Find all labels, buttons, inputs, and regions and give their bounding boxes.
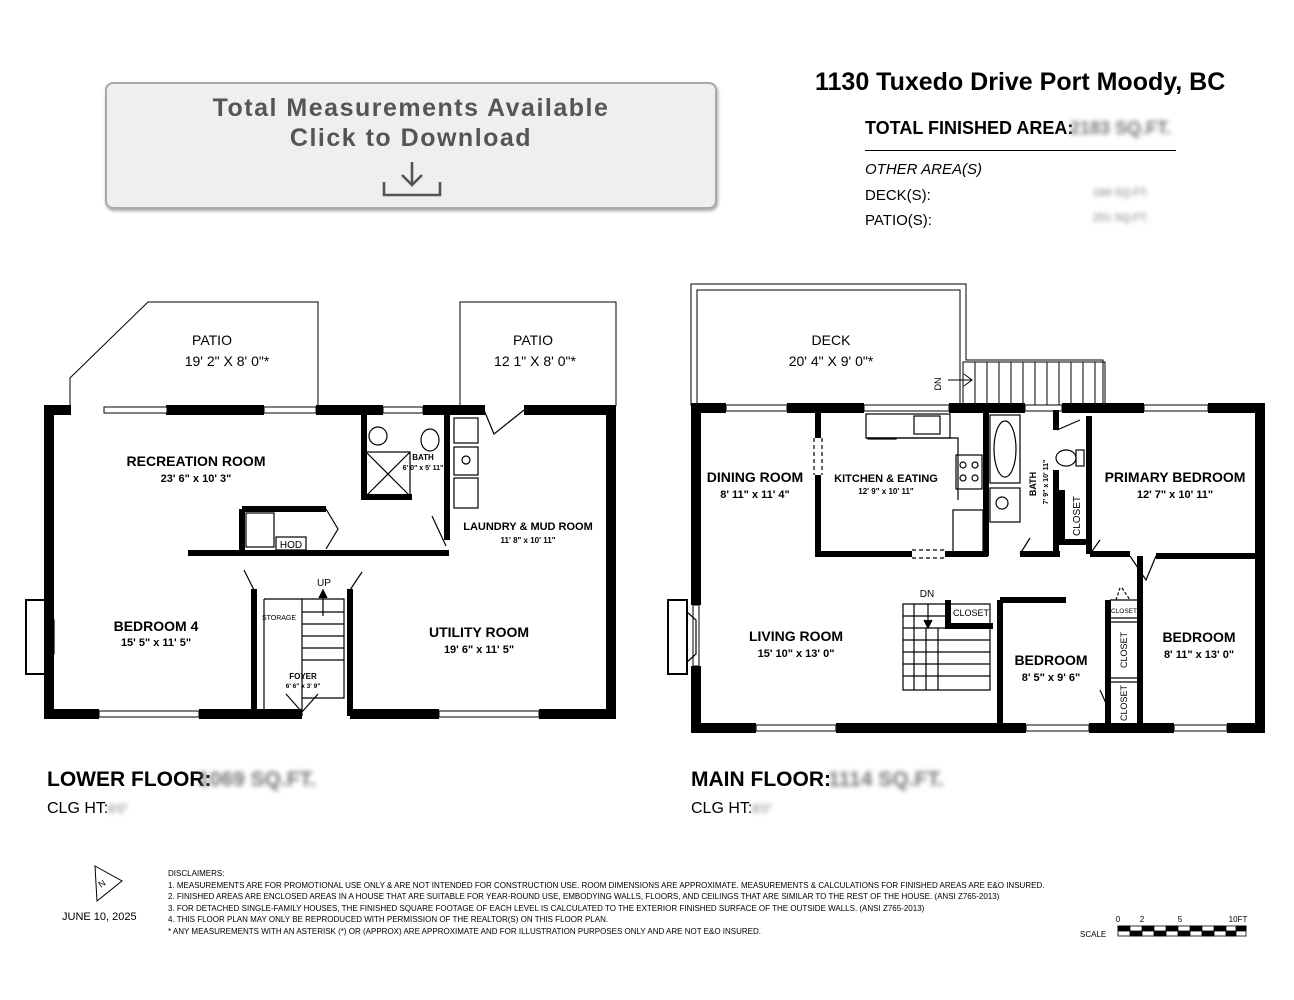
- property-address: 1130 Tuxedo Drive Port Moody, BC: [815, 68, 1226, 96]
- hall-closet-label: CLOSET: [952, 608, 990, 618]
- deck-area-label: DECK(S):: [865, 187, 931, 204]
- primary-bedroom-name: PRIMARY BEDROOM: [1104, 469, 1246, 485]
- lower-floor-title: LOWER FLOOR:: [47, 768, 212, 791]
- north-label: N: [96, 877, 108, 890]
- utility-room-dimensions: 19' 6" x 11' 5": [443, 644, 515, 656]
- deck-dimensions: 20' 4" X 9' 0"*: [788, 353, 874, 369]
- recreation-room-dimensions: 23' 6" x 10' 3": [160, 473, 232, 485]
- hod-label: HOD: [279, 540, 303, 551]
- scale-bar: [1078, 910, 1258, 944]
- total-finished-area-value: 2183 SQ.FT.: [1070, 118, 1172, 138]
- scale-tick-10: 10FT: [1228, 915, 1248, 924]
- recreation-room-name: RECREATION ROOM: [126, 453, 266, 469]
- scale-tick-0: 0: [1115, 915, 1121, 924]
- patio-area-label: PATIO(S):: [865, 212, 932, 229]
- bedroom-a-name: BEDROOM: [1014, 652, 1088, 668]
- storage-label: STORAGE: [261, 615, 297, 622]
- dining-room-dimensions: 8' 11" x 11' 4": [720, 489, 790, 501]
- dining-room-name: DINING ROOM: [706, 469, 804, 485]
- main-floor-title: MAIN FLOOR:: [691, 768, 831, 791]
- deck-stairs-icon: [948, 362, 1105, 406]
- scale-label: SCALE: [1080, 930, 1107, 939]
- disclaimer-4: 4. THIS FLOOR PLAN MAY ONLY BE REPRODUCED WITH PERMISSION OF THE REALTOR(S) ON THIS FLOOR PLAN.: [168, 915, 609, 924]
- lower-floor-area: 1069 SQ.FT.: [198, 768, 316, 791]
- foyer-dimensions: 6' 6" x 3' 9": [285, 683, 321, 690]
- disclaimer-3: 3. FOR DETACHED SINGLE-FAMILY HOUSES, THE FINISHED SQUARE FOOTAGE OF EACH LEVEL IS CALCULATED TO THE EXTERIOR FINISHED SURFACE OF THE OUTSIDE WALLS. (ANSI Z765-2013): [168, 903, 925, 913]
- main-fixtures: [668, 414, 1156, 726]
- download-line-2: Click to Download: [289, 124, 533, 152]
- plan-date: JUNE 10, 2025: [62, 911, 137, 923]
- scale-tick-2: 2: [1139, 915, 1145, 924]
- utility-room-name: UTILITY ROOM: [428, 624, 530, 640]
- primary-bedroom-dimensions: 12' 7" x 10' 11": [1136, 489, 1214, 501]
- stairs-down-label: DN: [919, 589, 935, 600]
- main-exterior-walls: [691, 403, 1265, 733]
- bedroom-closet-2-label: CLOSET: [1119, 684, 1129, 722]
- bedroom-a-dimensions: 8' 5" x 9' 6": [1021, 672, 1081, 684]
- bedroom-4-dimensions: 15' 5" x 11' 5": [120, 637, 192, 649]
- bedroom-b-dimensions: 8' 11" x 13' 0": [1163, 649, 1235, 661]
- bedroom-closet-label: CLOSET: [1119, 631, 1129, 669]
- stairs-up-label: UP: [317, 578, 331, 589]
- main-bath-dimensions: 7' 9" x 10' 11": [1043, 459, 1050, 505]
- kitchen-dimensions: 12' 9" x 10' 11": [858, 487, 914, 496]
- foyer-name: FOYER: [289, 672, 317, 681]
- bath-name: BATH: [412, 453, 434, 462]
- main-floor-area: 1114 SQ.FT.: [828, 768, 944, 791]
- main-bath-name: BATH: [1028, 471, 1038, 497]
- laundry-room-dimensions: 11' 8" x 10' 11": [500, 536, 556, 545]
- download-line-1: Total Measurements Available: [212, 94, 610, 122]
- patio-right-dimensions: 12 1" X 8' 0"*: [494, 353, 576, 369]
- deck-area-value: 184 SQ.FT.: [1093, 187, 1149, 199]
- disclaimers: [168, 868, 1044, 937]
- main-ceiling-height-value: 8'0": [752, 802, 772, 816]
- patio-area-value: 251 SQ.FT.: [1093, 212, 1149, 224]
- disclaimer-2: 2. FINISHED AREAS ARE ENCLOSED AREAS IN A HOUSE THAT ARE SUITABLE FOR YEAR-ROUND USE, EMBODYING WALLS, FLOORS, AND CEILINGS THAT ARE SIMILAR TO THE REST OF THE HOUSE. (ANSI Z765-2013): [168, 892, 1000, 901]
- patio-left-name: PATIO: [192, 332, 232, 348]
- primary-closet-label: CLOSET: [1072, 495, 1083, 537]
- lower-ceiling-height-label: CLG HT:: [47, 800, 109, 817]
- other-areas-label: OTHER AREA(S): [865, 161, 982, 178]
- disclaimer-heading: DISCLAIMERS:: [168, 869, 225, 878]
- patio-left-dimensions: 19' 2" X 8' 0"*: [184, 353, 270, 369]
- laundry-room-name: LAUNDRY & MUD ROOM: [463, 521, 593, 533]
- bedroom-4-name: BEDROOM 4: [113, 618, 199, 634]
- main-ceiling-height-label: CLG HT:: [691, 800, 753, 817]
- deck-stairs-down-label: DN: [933, 377, 943, 391]
- main-windows: [693, 405, 1227, 731]
- north-arrow-icon: [86, 863, 126, 907]
- patio-right-name: PATIO: [513, 332, 553, 348]
- bedroom-b-name: BEDROOM: [1162, 629, 1236, 645]
- living-room-dimensions: 15' 10" x 13' 0": [757, 648, 835, 660]
- bath-dimensions: 6' 0" x 5' 11": [402, 465, 444, 472]
- main-labels: [707, 332, 1246, 721]
- disclaimer-asterisk: * ANY MEASUREMENTS WITH AN ASTERISK (*) OR (APPROX) ARE APPROXIMATE AND FOR ILLUSTRATION PURPOSES ONLY AND ARE NOT E&O INSURED.: [168, 926, 762, 936]
- kitchen-name: KITCHEN & EATING: [834, 473, 938, 485]
- total-finished-area-label: TOTAL FINISHED AREA:: [865, 118, 1074, 138]
- small-closet-label: CLOSET: [1110, 608, 1138, 615]
- living-room-name: LIVING ROOM: [748, 628, 844, 644]
- lower-ceiling-height-value: 8'0": [108, 802, 128, 816]
- disclaimer-1: 1. MEASUREMENTS ARE FOR PROMOTIONAL USE ONLY & ARE NOT INTENDED FOR CONSTRUCTION USE. ROOM DIMENSIONS ARE APPROXIMATE. MEASUREMENTS & CALCULATIONS FOR FINISHED AREAS ARE E&O INSURED.: [168, 880, 1045, 890]
- deck-outline: [691, 284, 1103, 406]
- deck-name: DECK: [811, 332, 851, 348]
- scale-tick-5: 5: [1177, 915, 1183, 924]
